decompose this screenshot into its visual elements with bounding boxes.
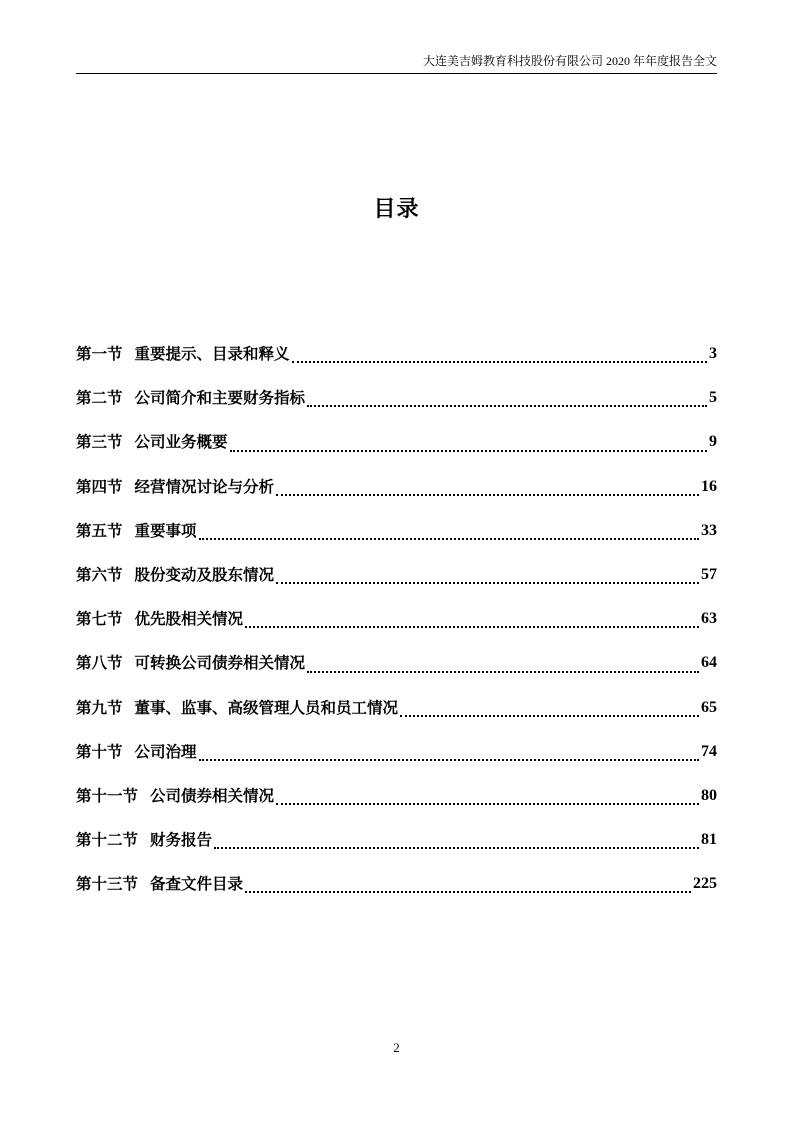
toc-entry-11[interactable] bbox=[76, 774, 717, 818]
dot-leader bbox=[230, 450, 707, 452]
toc-entry-section: 第十节 bbox=[76, 742, 123, 761]
toc-entry-page: 16 bbox=[701, 477, 717, 495]
toc-entry-page: 80 bbox=[701, 786, 717, 804]
toc-entry-page: 5 bbox=[709, 389, 717, 407]
toc-entry-6[interactable] bbox=[76, 553, 717, 597]
toc-entry-page: 9 bbox=[709, 433, 717, 451]
toc-entry-section: 第三节 bbox=[76, 433, 123, 452]
toc-entry-section: 第六节 bbox=[76, 566, 123, 585]
dot-leader bbox=[214, 847, 699, 849]
toc-entry-section: 第二节 bbox=[76, 389, 123, 408]
toc-entry-page: 225 bbox=[693, 875, 717, 893]
toc-entry-page: 63 bbox=[701, 610, 717, 628]
toc-entry-page: 64 bbox=[701, 654, 717, 672]
toc-entry-1[interactable] bbox=[76, 332, 717, 376]
header-text: 大连美吉姆教育科技股份有限公司 2020 年年度报告全文 bbox=[422, 54, 717, 68]
dot-leader bbox=[292, 361, 707, 363]
toc-entry-title: 董事、监事、高级管理人员和员工情况 bbox=[134, 698, 399, 717]
toc-entry-title: 财务报告 bbox=[150, 831, 213, 850]
toc-entry-title: 重要事项 bbox=[134, 521, 197, 540]
toc-entry-4[interactable] bbox=[76, 465, 717, 509]
toc-entry-title: 股份变动及股东情况 bbox=[134, 566, 275, 585]
toc-entry-section: 第十二节 bbox=[76, 831, 139, 850]
dot-leader bbox=[276, 494, 699, 496]
toc-entry-2[interactable] bbox=[76, 376, 717, 420]
toc-entry-5[interactable] bbox=[76, 509, 717, 553]
dot-leader bbox=[276, 803, 699, 805]
toc-entry-title: 经营情况讨论与分析 bbox=[134, 477, 275, 496]
toc-entry-title: 公司简介和主要财务指标 bbox=[134, 389, 306, 408]
toc-entry-title: 备查文件目录 bbox=[150, 875, 244, 894]
dot-leader bbox=[400, 715, 699, 717]
toc-entry-page: 33 bbox=[701, 521, 717, 539]
toc-entry-13[interactable] bbox=[76, 862, 717, 906]
toc-entry-section: 第五节 bbox=[76, 521, 123, 540]
toc-entry-title: 公司债券相关情况 bbox=[150, 786, 275, 805]
dot-leader bbox=[245, 626, 699, 628]
dot-leader bbox=[307, 405, 707, 407]
dot-leader bbox=[245, 891, 691, 893]
toc-entry-title: 公司治理 bbox=[134, 742, 197, 761]
toc-title: 目录 bbox=[373, 197, 420, 222]
page-header bbox=[76, 53, 717, 74]
toc-entry-12[interactable] bbox=[76, 818, 717, 862]
toc-entry-3[interactable] bbox=[76, 420, 717, 464]
toc-entry-section: 第九节 bbox=[76, 698, 123, 717]
toc-entry-section: 第十三节 bbox=[76, 875, 139, 894]
toc-entry-title: 优先股相关情况 bbox=[134, 610, 244, 629]
toc-entry-section: 第十一节 bbox=[76, 786, 139, 805]
toc-entry-page: 81 bbox=[701, 831, 717, 849]
toc-entry-section: 第七节 bbox=[76, 610, 123, 629]
dot-leader bbox=[199, 538, 699, 540]
toc-entry-page: 57 bbox=[701, 566, 717, 584]
dot-leader bbox=[307, 671, 699, 673]
toc-entry-page: 65 bbox=[701, 698, 717, 716]
toc-entry-title: 公司业务概要 bbox=[134, 433, 228, 452]
toc-entry-7[interactable] bbox=[76, 597, 717, 641]
toc-entry-section: 第一节 bbox=[76, 345, 123, 364]
toc-entry-8[interactable] bbox=[76, 641, 717, 685]
toc-entry-page: 74 bbox=[701, 742, 717, 760]
toc-entry-10[interactable] bbox=[76, 730, 717, 774]
toc-list bbox=[76, 332, 717, 906]
toc-entry-page: 3 bbox=[709, 345, 717, 363]
page-number: 2 bbox=[393, 1040, 400, 1055]
dot-leader bbox=[199, 759, 699, 761]
toc-entry-section: 第四节 bbox=[76, 477, 123, 496]
toc-entry-9[interactable] bbox=[76, 686, 717, 730]
toc-entry-title: 可转换公司债券相关情况 bbox=[134, 654, 306, 673]
dot-leader bbox=[276, 582, 699, 584]
toc-entry-title: 重要提示、目录和释义 bbox=[134, 345, 290, 364]
toc-entry-section: 第八节 bbox=[76, 654, 123, 673]
